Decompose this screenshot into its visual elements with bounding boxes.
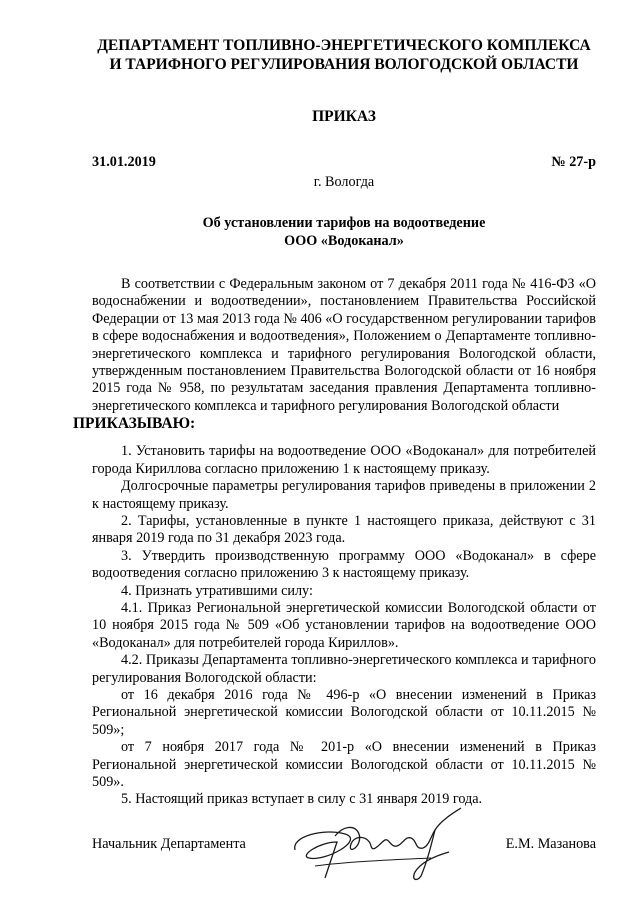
preamble-paragraph: В соответствии с Федеральным законом от 7 декабря 2011 года № 416-ФЗ «О водоснабжении и водоотведении», постановлением Правительства Российской Федерации от 13 мая 2013 года № 406 «О государственном регулировании тарифов в сфере водоснабжения и водоотведения», Положением о Департаменте топливно-энергетического комплекса и тарифного регулирования Вологодской области, утвержденным постановлением Правительства Вологодской области от 16 ноября 2015 года № 958, по результатам заседания правления Департамента топливно-энергетического комплекса и тарифного регулирования Вологодской области <box>92 276 596 414</box>
header-line-1: ДЕПАРТАМЕНТ ТОПЛИВНО-ЭНЕРГЕТИЧЕСКОГО КОМПЛЕКСА <box>97 37 591 54</box>
subject-line-1: Об установлении тарифов на водоотведение <box>202 215 486 232</box>
order-number: № 27-р <box>551 154 596 171</box>
item-1: 1. Установить тарифы на водоотведение ООО «Водоканал» для потребителей города Кириллова согласно приложению 1 к настоящему приказу. <box>92 443 596 477</box>
department-header <box>92 36 596 74</box>
header-line-2: И ТАРИФНОГО РЕГУЛИРОВАНИЯ ВОЛОГОДСКОЙ ОБЛАСТИ <box>109 56 579 73</box>
subject-line-2: ООО «Водоканал» <box>284 232 404 249</box>
signatory-position: Начальник Департамента <box>92 836 246 852</box>
signature-row <box>92 836 596 853</box>
item-4-1: 4.1. Приказ Региональной энергетической комиссии Вологодской области от 10 ноября 2015 года № 509 «Об установлении тарифов на водоотведение ООО «Водоканал» для потребителей города Кириллов». <box>92 599 596 651</box>
item-3: 3. Утвердить производственную программу ООО «Водоканал» в сфере водоотведения согласно приложению 3 к настоящему приказу. <box>92 547 596 582</box>
item-4-2-b: от 7 ноября 2017 года № 201-р «О внесении изменений в Приказ Региональной энергетической комиссии Вологодской области от 10.11.2015 № 509». <box>92 739 596 790</box>
order-city: г. Вологда <box>313 173 375 190</box>
order-word: ПРИКАЗЫВАЮ: <box>73 415 196 433</box>
item-4-2-a: от 16 декабря 2016 года № 496-р «О внесении изменений в Приказ Региональной энергетической комиссии Вологодской области от 10.11.2015 № 509»; <box>92 686 596 738</box>
item-4-2: 4.2. Приказы Департамента топливно-энергетического комплекса и тарифного регулирования Вологодской области: <box>92 652 596 686</box>
order-title: ПРИКАЗ <box>312 108 376 125</box>
item-4: 4. Признать утратившими силу: <box>121 582 313 599</box>
order-body <box>73 276 596 809</box>
signatory-name: Е.М. Мазанова <box>505 836 596 852</box>
item-5: 5. Настоящий приказ вступает в силу с 31 января 2019 года. <box>121 791 483 808</box>
item-1-note: Долгосрочные параметры регулирования тарифов приведены в приложении 2 к настоящему приказу. <box>92 478 596 512</box>
item-2: 2. Тарифы, установленные в пункте 1 настоящего приказа, действуют с 31 января 2019 года по 31 декабря 2023 года. <box>92 512 596 547</box>
order-date: 31.01.2019 <box>92 154 156 171</box>
order-meta-row <box>92 154 596 171</box>
order-subject <box>92 215 596 250</box>
